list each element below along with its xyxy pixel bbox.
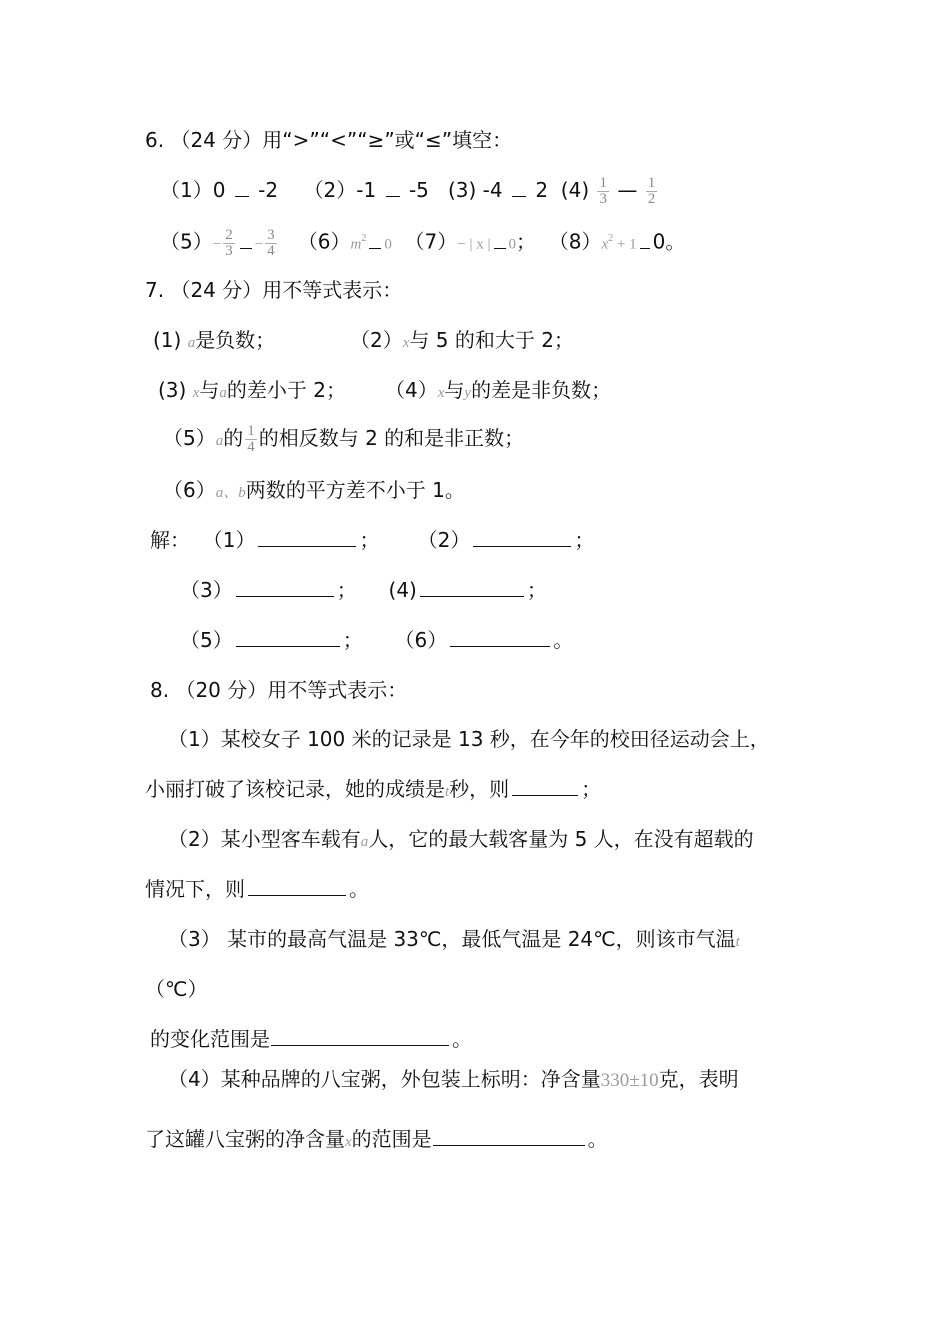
frac-denominator: 4 <box>247 439 255 455</box>
answer-number: (4) <box>388 578 417 602</box>
q7-title: 7. （24 分）用不等式表示： <box>145 278 403 302</box>
item-text: 是负数； <box>195 328 276 352</box>
q6-blank8[interactable] <box>640 230 650 249</box>
q7-item2 <box>350 327 574 356</box>
punct: ； <box>581 777 602 801</box>
answer-blank-2[interactable] <box>473 528 571 547</box>
math-a: a <box>187 335 196 351</box>
sentence-text: 人，它的最大载客量为 5 人，在没有超载的 <box>368 827 754 851</box>
item-number: (1) <box>153 328 188 352</box>
punct: ； <box>342 628 363 652</box>
q6-item2: （2）-1 <box>303 178 383 202</box>
q8-s4-line1 <box>168 1066 739 1094</box>
q6-blank7[interactable] <box>494 230 506 249</box>
sentence-text: （3） 某市的最高气温是 33℃，最低气温是 24℃，则该市气温 <box>168 927 736 951</box>
q6-item8-end: 0。 <box>652 229 686 254</box>
q8-blank-4[interactable] <box>433 1127 585 1146</box>
frac-numerator: 1 <box>647 175 656 191</box>
q6-frac-2-3 <box>223 228 235 259</box>
punct: ； <box>359 528 380 552</box>
punct: ； <box>574 528 595 552</box>
item-number: （6） <box>163 478 216 502</box>
item-number: （4） <box>385 378 438 402</box>
q6-blank1[interactable] <box>235 178 249 197</box>
answer-number: （2） <box>417 528 471 552</box>
math-x: x <box>402 335 410 351</box>
q6-title: 6. （24 分）用“>”“<”“≥”或“≤”填空： <box>145 128 513 152</box>
sentence-text: 的范围是 <box>351 1127 432 1151</box>
answer-blank-1[interactable] <box>258 528 356 547</box>
item-text: 与 <box>199 378 220 402</box>
frac-numerator: 3 <box>267 226 275 243</box>
item-text: 与 <box>444 378 465 402</box>
math-a: a <box>219 385 227 401</box>
answer-blank-4[interactable] <box>420 578 524 597</box>
q8-s2-line1 <box>168 826 754 855</box>
q8-s3-line2: （℃） <box>145 977 208 1001</box>
q6-blank5[interactable] <box>240 230 252 249</box>
q6-item1-rhs: -2 <box>251 178 279 202</box>
item-text: 与 5 的和大于 2； <box>409 328 574 352</box>
exponent: 2 <box>361 233 367 244</box>
math-a: a <box>360 834 369 850</box>
q6-item1: （1）0 <box>160 178 232 202</box>
punct: 。 <box>349 877 369 901</box>
q6-row2 <box>160 226 685 259</box>
math-330-pm-10: 330±10 <box>600 1070 659 1091</box>
q6-frac-1-3 <box>597 176 609 207</box>
q6-blank2[interactable] <box>386 178 400 197</box>
math-a: a <box>215 433 224 449</box>
sentence-text: 情况下，则 <box>145 877 245 901</box>
sentence-text: 小丽打破了该校记录，她的成绩是 <box>145 777 445 801</box>
math-abs-x: − | x | <box>457 236 491 253</box>
math-t: t <box>445 784 450 800</box>
q8-blank-2[interactable] <box>248 877 346 896</box>
frac-denominator: 2 <box>647 191 656 207</box>
q7-answer-row3 <box>180 627 573 653</box>
answer-blank-5[interactable] <box>236 628 340 647</box>
math-x: x <box>192 385 200 401</box>
q6-item3: (3) -4 <box>447 178 509 202</box>
plus-one: + 1 <box>613 236 637 253</box>
item-text: 的相反数与 2 的和是非正数； <box>258 426 525 450</box>
q8-title: 8. （20 分）用不等式表示： <box>150 678 408 702</box>
sentence-text: （4）某种品牌的八宝粥，外包装上标明：净含量 <box>168 1067 601 1091</box>
punct: 。 <box>587 1127 608 1151</box>
q7-item6 <box>163 477 465 506</box>
q6-item8: （8） <box>548 229 602 254</box>
q7-answer-row2 <box>180 577 547 603</box>
answer-number: （3） <box>180 578 233 602</box>
math-m: m <box>350 236 362 253</box>
q6-item2-rhs: -5 <box>402 178 429 202</box>
frac-1-4 <box>245 424 257 455</box>
q7-answer-row1 <box>150 527 594 553</box>
punct: 。 <box>553 628 574 652</box>
q8-s1-line2 <box>145 776 601 805</box>
math-t: t <box>735 934 740 950</box>
q8-s4-line2 <box>145 1126 608 1155</box>
q8-blank-3[interactable] <box>271 1027 449 1046</box>
math-x: x <box>345 1134 352 1150</box>
q8-s3-line1 <box>168 926 740 955</box>
q6-item7: （7） <box>404 229 458 254</box>
q6-blank3[interactable] <box>512 178 526 197</box>
answer-label: 解： <box>150 528 190 552</box>
frac-denominator: 3 <box>225 242 233 259</box>
item-text: 两数的平方差不小于 1。 <box>245 478 465 502</box>
q7-item4 <box>385 377 611 406</box>
frac-numerator: 2 <box>225 226 233 243</box>
q8-s3-line3 <box>150 1026 472 1052</box>
frac-denominator: 4 <box>267 242 275 259</box>
math-x: x <box>601 236 609 253</box>
sentence-text: 的变化范围是 <box>150 1027 270 1051</box>
frac-numerator: 1 <box>599 175 607 191</box>
punct: 。 <box>452 1027 472 1051</box>
q6-item3-rhs: 2 <box>528 178 549 202</box>
zero: 0 <box>384 236 392 253</box>
math-a-b: a、b <box>215 485 246 501</box>
frac-denominator: 3 <box>599 191 607 207</box>
q7-item3 <box>158 377 346 406</box>
answer-number: （1） <box>202 528 256 552</box>
q7-item1 <box>153 327 275 356</box>
item-text: 的差小于 2； <box>226 378 346 402</box>
punct: ； <box>336 578 357 602</box>
punct: ； <box>526 578 547 602</box>
zero: 0 <box>508 236 516 253</box>
math-x: x <box>437 385 445 401</box>
q6-frac-1-2 <box>646 176 658 207</box>
punct: ； <box>516 229 536 254</box>
q6-blank6[interactable] <box>369 230 381 249</box>
q8-blank-1[interactable] <box>512 777 578 796</box>
item-text: 的 <box>223 426 244 450</box>
frac-numerator: 1 <box>247 423 255 439</box>
exponent: 2 <box>608 233 614 244</box>
sentence-text: （2）某小型客车载有 <box>168 827 361 851</box>
answer-number: （6） <box>394 628 448 652</box>
item-number: （5） <box>163 426 216 450</box>
item-number: (3) <box>158 378 193 402</box>
item-number: （2） <box>350 328 403 352</box>
q6-item6: （6） <box>297 229 351 254</box>
answer-blank-3[interactable] <box>236 578 334 597</box>
minus-sign: − <box>212 236 222 253</box>
q6-frac-3-4 <box>265 228 277 259</box>
minus-sign: − <box>254 236 264 253</box>
sentence-text: 克，表明 <box>658 1067 739 1091</box>
q8-s2-line2 <box>145 876 369 902</box>
sentence-text: 秒，则 <box>449 777 510 801</box>
item-text: 的差是非负数； <box>471 378 612 402</box>
answer-blank-6[interactable] <box>450 628 550 647</box>
q7-item5 <box>163 424 524 455</box>
q6-item5: （5） <box>160 229 213 254</box>
math-y: y <box>464 385 472 401</box>
sentence-text: 了这罐八宝粥的净含量 <box>145 1127 345 1151</box>
q6-row1 <box>160 176 659 207</box>
q6-item4: (4) <box>560 178 596 202</box>
answer-number: （5） <box>180 628 233 652</box>
q8-s1-line1: （1）某校女子 100 米的记录是 13 秒，在今年的校田径运动会上， <box>168 727 770 751</box>
q6-blank4[interactable]: — <box>617 178 638 202</box>
